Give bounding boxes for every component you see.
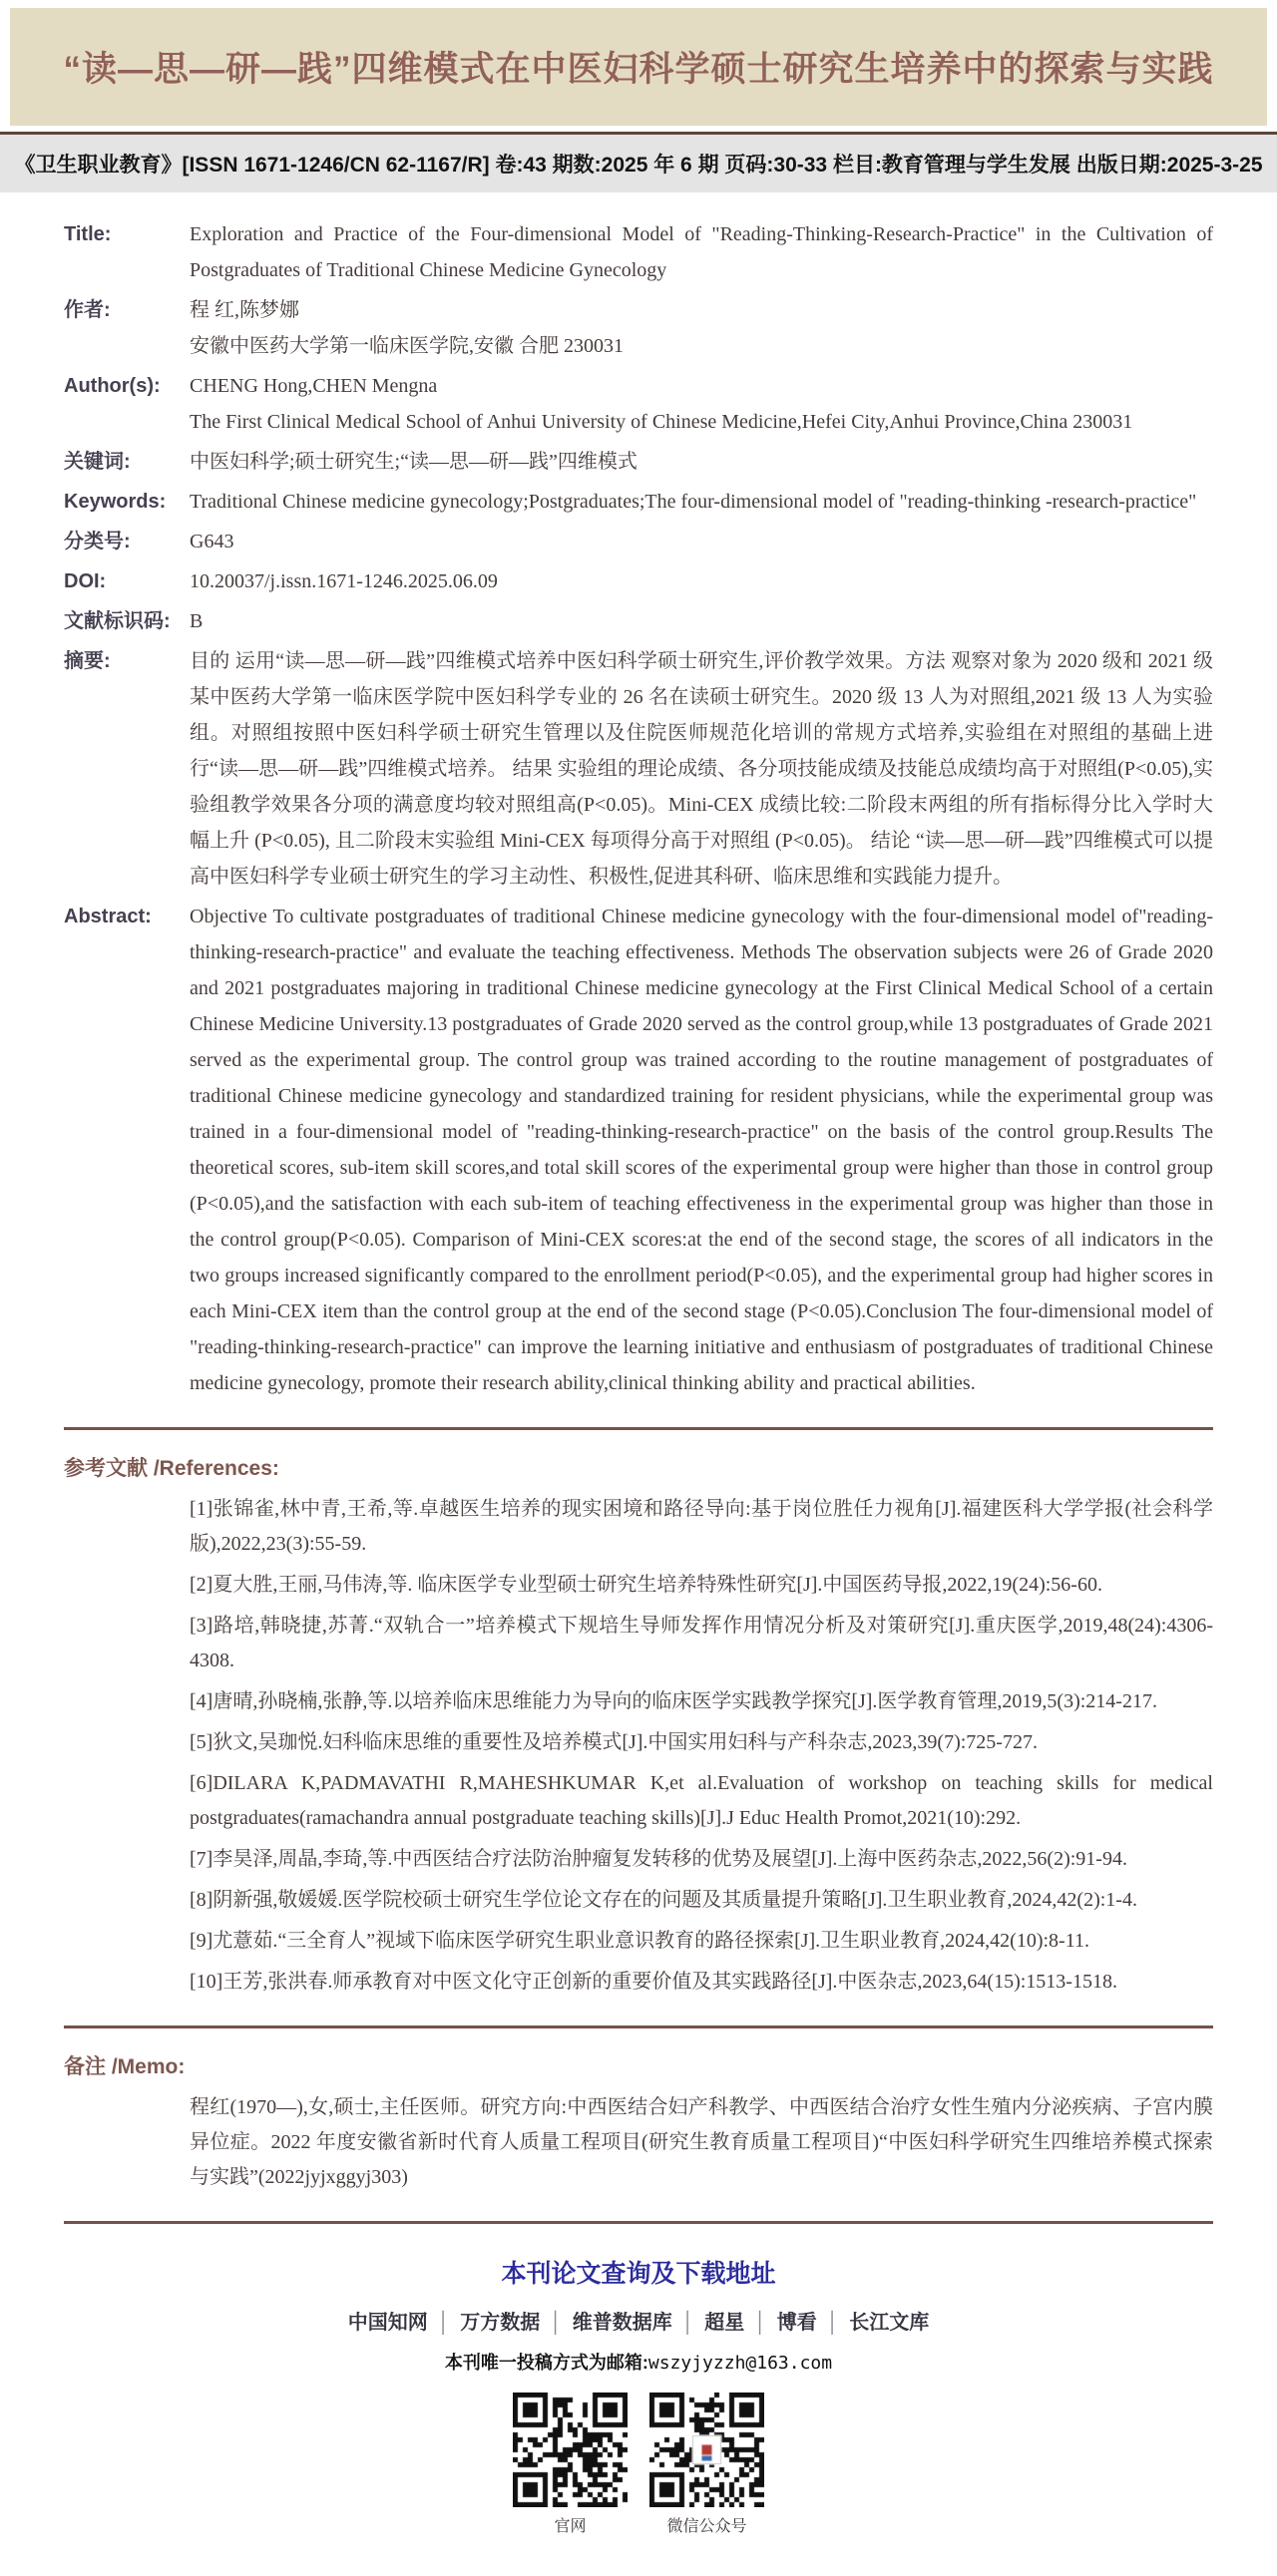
metadata-field-list [0, 192, 1277, 1401]
wechat-qr-label: 微信公众号 [666, 2518, 747, 2535]
field-row [64, 444, 1213, 480]
field-label: Keywords: [64, 491, 167, 513]
field-paragraph: 程 红,陈梦娜 [190, 299, 299, 321]
reference-item: [5]狄文,吴珈悦.妇科临床思维的重要性及培养模式[J].中国实用妇科与产科杂志,2023,39(7):725-727. [190, 1731, 1038, 1753]
field-value [190, 368, 1213, 440]
field-value [190, 216, 1213, 288]
memo-block [0, 2090, 1277, 2195]
memo-paragraph: 程红(1970—),女,硕士,主任医师。研究方向:中西医结合妇产科教学、中西医结合治疗女性生殖内分泌疾病、子宫内膜异位症。2022 年度安徽省新时代育人质量工程项目(研究生教育质量工程项目)“中医妇科学研究生四维培养模式探索与实践”(2022jyjxggyj303) [190, 2096, 1213, 2188]
database-list [0, 2306, 1277, 2335]
reference-item: [6]DILARA K,PADMAVATHI R,MAHESHKUMAR K,et al.Evaluation of workshop on teaching skills for medical postgraduates(ramachandra annual postgraduate teaching skills)[J].J Educ Health Promot,2021(10):292. [190, 1772, 1213, 1829]
field-label: DOI: [64, 570, 107, 592]
field-paragraph: 目的 运用“读—思—研—践”四维模式培养中医妇科学硕士研究生,评价教学效果。方法 观察对象为 2020 级和 2021 级某中医药大学第一临床医学院中医妇科学专业的 26 名在读硕士研究生。2020 级 13 人为对照组,2021 级 13 人为实验组。对照组按照中医妇科学硕士研究生管理以及住院医师规范化培训的常规方式培养,实验组在对照组的基础上进行“读—思—研—践”四维模式培养。 结果 实验组的理论成绩、各分项技能成绩及技能总成绩均高于对照组(P<0.05),实验组教学效果各分项的满意度均较对照组高(P<0.05)。Mini-CEX 成绩比较:二阶段末两组的所有指标得分比入学时大幅上升 (P<0.05), 且二阶段末实验组 Mini-CEX 每项得分高于对照组 (P<0.05)。 结论 “读—思—研—践”四维模式可以提高中医妇科学专业硕士研究生的学习主动性、积极性,促进其科研、临床思维和实践能力提升。 [190, 650, 1213, 888]
footer-heading: 本刊论文查询及下载地址 [501, 2260, 776, 2288]
field-paragraph: 10.20037/j.issn.1671-1246.2025.06.09 [190, 570, 498, 592]
references-heading: 参考文献 /References: [64, 1457, 279, 1480]
field-label: 文献标识码: [64, 610, 171, 632]
submission-email-label: 本刊唯一投稿方式为邮箱: [444, 2353, 648, 2373]
field-paragraph: Objective To cultivate postgraduates of traditional Chinese medicine gynecology with the four-dimensional model of"reading-thinking-research-practice" and evaluate the teaching effectiveness. Methods The observation subjects were 26 of Grade 2020 and 2021 postgraduates majoring in traditional Chinese medicine gynecology at the First Clinical Medical School of a certain Chinese Medicine University.13 postgraduates of Grade 2020 served as the control group,while 13 postgraduates of Grade 2021 served as the experimental group. The control group was trained according to the routine management of postgraduates of traditional Chinese medicine gynecology and standardized training for resident physicians, while the experimental group was trained in a four-dimensional model of "reading-thinking-research-practice" on the basis of the control group.Results The theoretical scores, sub-item skill scores,and total skill scores of the experimental group were higher than those in control group (P<0.05),and the satisfaction with each sub-item of teaching effectiveness in the experimental group was higher than those in the control group(P<0.05). Comparison of Mini-CEX scores:at the end of the second stage, the scores of all indicators in the two groups increased significantly compared to the enrollment period(P<0.05), and the experimental group had higher scores in each Mini-CEX item than the control group at the end of the second stage (P<0.05).Conclusion The four-dimensional model of "reading-thinking-research-practice" can improve the learning initiative and enthusiasm of postgraduates of traditional Chinese medicine gynecology, promote their research ability,clinical thinking ability and practical abilities. [190, 906, 1213, 1394]
database-name: 维普数据库 [572, 2312, 672, 2334]
field-label: 关键词: [64, 451, 131, 473]
qr-code-row [0, 2392, 1277, 2536]
wechat-qr-code [649, 2392, 764, 2507]
database-separator: │ [826, 2312, 840, 2334]
field-value [190, 603, 1213, 639]
article-title: “读—思—研—践”四维模式在中医妇科学硕士研究生培养中的探索与实践 [63, 50, 1214, 89]
field-label: 摘要: [64, 650, 111, 672]
field-value [190, 524, 1213, 559]
field-row [64, 563, 1213, 599]
field-paragraph: Traditional Chinese medicine gynecology;Postgraduates;The four-dimensional model of "reading-thinking -research-practice" [190, 491, 1197, 513]
field-value [190, 563, 1213, 599]
database-name: 万方数据 [460, 2312, 541, 2334]
field-row [64, 484, 1213, 520]
submission-email-line [0, 2349, 1277, 2375]
reference-item: [10]王芳,张洪春.师承教育对中医文化守正创新的重要价值及其实践路径[J].中医杂志,2023,64(15):1513-1518. [190, 1971, 1117, 1993]
field-value [190, 292, 1213, 364]
footer-bottom-padding [0, 2536, 1277, 2576]
database-separator: │ [437, 2312, 451, 2334]
field-row [64, 292, 1213, 364]
field-paragraph: CHENG Hong,CHEN Mengna [190, 375, 438, 397]
field-value [190, 899, 1213, 1401]
field-value [190, 484, 1213, 520]
footer [0, 2254, 1277, 2576]
field-row [64, 368, 1213, 440]
field-paragraph: G643 [190, 531, 234, 552]
field-row [64, 216, 1213, 288]
qr-box-wechat [649, 2392, 764, 2536]
database-name: 博看 [776, 2312, 817, 2334]
database-name: 中国知网 [347, 2312, 428, 2334]
database-name: 长江文库 [849, 2312, 930, 2334]
memo-heading: 备注 /Memo: [64, 2055, 186, 2078]
website-qr-code [513, 2392, 628, 2507]
database-name: 超星 [704, 2312, 745, 2334]
reference-item: [9]尤薏茹.“三全育人”视域下临床医学研究生职业意识教育的路径探索[J].卫生职业教育,2024,42(10):8-11. [190, 1930, 1089, 1952]
field-paragraph: 中医妇科学;硕士研究生;“读—思—研—践”四维模式 [190, 451, 638, 473]
qr-box-website [513, 2392, 628, 2536]
database-separator: │ [550, 2312, 563, 2334]
references-divider [64, 1427, 1213, 1430]
field-value [190, 444, 1213, 480]
memo-divider [64, 2025, 1213, 2028]
field-paragraph: B [190, 610, 204, 632]
field-row [64, 899, 1213, 1401]
field-row [64, 524, 1213, 559]
field-label: Author(s): [64, 375, 161, 397]
field-row [64, 603, 1213, 639]
reference-item: [3]路培,韩晓捷,苏菁.“双轨合一”培养模式下规培生导师发挥作用情况分析及对策研究[J].重庆医学,2019,48(24):4306-4308. [190, 1615, 1213, 1671]
reference-item: [4]唐晴,孙晓楠,张静,等.以培养临床思维能力为导向的临床医学实践教学探究[J].医学教育管理,2019,5(3):214-217. [190, 1690, 1157, 1712]
article-title-banner [10, 8, 1267, 126]
footer-divider [64, 2221, 1213, 2224]
submission-email-address: wszyjyzzh@163.com [647, 2353, 833, 2374]
field-label: Title: [64, 223, 112, 245]
reference-item: [2]夏大胜,王丽,马伟涛,等. 临床医学专业型硕士研究生培养特殊性研究[J].中国医药导报,2022,19(24):56-60. [190, 1574, 1102, 1596]
field-label: 作者: [64, 299, 111, 321]
website-qr-label: 官网 [554, 2518, 587, 2535]
field-paragraph: 安徽中医药大学第一临床医学院,安徽 合肥 230031 [190, 335, 624, 357]
field-value [190, 643, 1213, 895]
field-label: Abstract: [64, 906, 152, 927]
reference-list [0, 1492, 1277, 2000]
journal-info-text: 《卫生职业教育》[ISSN 1671-1246/CN 62-1167/R] 卷:43 期数:2025 年 6 期 页码:30-33 栏目:教育管理与学生发展 出版日期:2025-3-25 [14, 154, 1263, 177]
database-separator: │ [754, 2312, 767, 2334]
reference-item: [8]阴新强,敬媛媛.医学院校硕士研究生学位论文存在的问题及其质量提升策略[J].卫生职业教育,2024,42(2):1-4. [190, 1889, 1137, 1911]
reference-item: [7]李昊泽,周晶,李琦,等.中西医结合疗法防治肿瘤复发转移的优势及展望[J].上海中医药杂志,2022,56(2):91-94. [190, 1848, 1127, 1870]
reference-item: [1]张锦雀,林中青,王希,等.卓越医生培养的现实困境和路径导向:基于岗位胜任力视角[J].福建医科大学学报(社会科学版),2022,23(3):55-59. [190, 1498, 1213, 1555]
field-row [64, 643, 1213, 895]
journal-info-bar [0, 135, 1277, 192]
field-label: 分类号: [64, 531, 131, 552]
database-separator: │ [681, 2312, 695, 2334]
field-paragraph: Exploration and Practice of the Four-dimensional Model of "Reading-Thinking-Research-Practice" in the Cultivation of Postgraduates of Traditional Chinese Medicine Gynecology [190, 223, 1213, 281]
field-paragraph: The First Clinical Medical School of Anhui University of Chinese Medicine,Hefei City,Anhui Province,China 230031 [190, 411, 1133, 433]
